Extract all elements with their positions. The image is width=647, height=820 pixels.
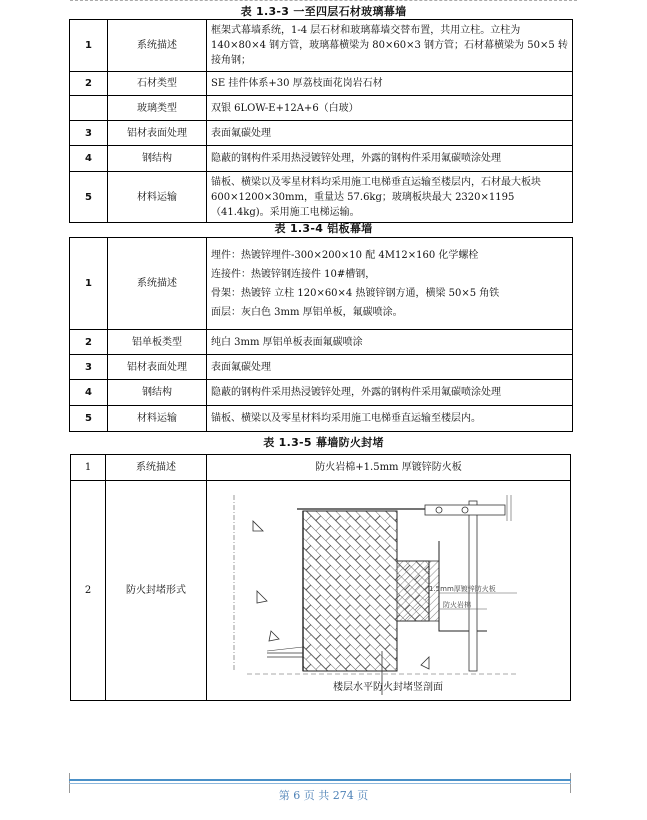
table-row (70, 380, 573, 406)
row-number: 2 (71, 481, 106, 701)
description-line: 骨架：热镀锌 立柱 120×60×4 热镀锌钢方通，横梁 50×5 角铁 (211, 287, 500, 299)
fire-seal-section-drawing (207, 481, 569, 695)
label-galvanized-board: 1.5mm厚镀锌防火板 (429, 585, 496, 593)
row-label: 铝材表面处理 (108, 121, 207, 146)
page-top-edge (70, 0, 577, 2)
row-value: 锚板、横梁以及零星材料均采用施工电梯垂直运输至楼层内，石材最大板块 600×1200×30mm，重量达 57.6kg；玻璃板块最大 2320×1195（41.4kg)。采用施工电梯运输。 (207, 172, 573, 223)
row-value: 隐蔽的钢构件采用热浸镀锌处理，外露的钢构件采用氟碳喷涂处理 (207, 380, 573, 406)
row-number: 4 (70, 146, 108, 172)
table-row (71, 455, 571, 481)
row-value: 防火岩棉+1.5mm 厚镀锌防火板 (207, 455, 571, 481)
table-1-3-3 (69, 19, 573, 223)
row-value (207, 238, 573, 330)
row-value: 锚板、横梁以及零星材料均采用施工电梯垂直运输至楼层内。 (207, 406, 573, 432)
row-label: 铝单板类型 (108, 330, 207, 355)
row-label: 系统描述 (106, 455, 207, 481)
row-label: 玻璃类型 (108, 96, 207, 121)
table-1-3-4-caption: 表 1.3-4 铝板幕墙 (274, 222, 373, 235)
row-label: 钢结构 (108, 380, 207, 406)
row-number: 3 (70, 121, 108, 146)
row-label: 钢结构 (108, 146, 207, 172)
row-number: 5 (70, 406, 108, 432)
table-1-3-4 (69, 237, 573, 432)
row-number: 1 (71, 455, 106, 481)
row-value: 纯白 3mm 厚铝单板表面氟碳喷涂 (207, 330, 573, 355)
diagram-title: 楼层水平防火封堵竖剖面 (333, 682, 443, 693)
table-row (70, 96, 573, 121)
row-label: 材料运输 (108, 406, 207, 432)
row-number: 3 (70, 355, 108, 380)
table-row (70, 406, 573, 432)
description-line: 面层：灰白色 3mm 厚铝单板，氟碳喷涂。 (211, 306, 403, 318)
row-number (70, 96, 108, 121)
table-row (71, 481, 571, 701)
table-row (70, 72, 573, 96)
row-value: 表面氟碳处理 (207, 121, 573, 146)
table-row (70, 172, 573, 223)
table-row (70, 355, 573, 380)
table-row (70, 146, 573, 172)
table-1-3-3-caption: 表 1.3-3 一至四层石材玻璃幕墙 (240, 5, 407, 18)
row-number: 4 (70, 380, 108, 406)
row-number: 1 (70, 20, 108, 72)
row-value: 表面氟碳处理 (207, 355, 573, 380)
row-label: 铝材表面处理 (108, 355, 207, 380)
footer-rule-thin (69, 783, 571, 784)
row-value: 框架式幕墙系统，1-4 层石材和玻璃幕墙交替布置，共用立柱。立柱为 140×80×4 钢方管，玻璃幕横梁为 80×60×3 钢方管；石材幕横梁为 50×5 转接角钢； (207, 20, 573, 72)
footer-rule (69, 779, 571, 781)
table-row (70, 121, 573, 146)
table-1-3-5 (70, 454, 571, 701)
table-row (70, 330, 573, 355)
row-number: 5 (70, 172, 108, 223)
row-number: 2 (70, 72, 108, 96)
row-number: 2 (70, 330, 108, 355)
row-label: 系统描述 (108, 238, 207, 330)
row-label: 石材类型 (108, 72, 207, 96)
row-value: SE 挂件体系+30 厚荔枝面花岗岩石材 (207, 72, 573, 96)
fire-seal-diagram-cell (207, 481, 571, 701)
table-row (70, 20, 573, 72)
label-rock-wool: 防火岩棉 (443, 601, 471, 609)
row-value: 双银 6LOW-E+12A+6（白玻） (207, 96, 573, 121)
row-number: 1 (70, 238, 108, 330)
description-line: 连接件：热镀锌钢连接件 10#槽钢， (211, 268, 376, 280)
row-label: 防火封堵形式 (106, 481, 207, 701)
row-label: 系统描述 (108, 20, 207, 72)
table-row (70, 238, 573, 330)
page-number: 第 6 页 共 274 页 (278, 789, 369, 802)
table-1-3-5-caption: 表 1.3-5 幕墙防火封堵 (263, 436, 384, 449)
description-line: 埋件：热镀锌埋件-300×200×10 配 4M12×160 化学螺栓 (211, 249, 479, 261)
row-label: 材料运输 (108, 172, 207, 223)
row-value: 隐蔽的钢构件采用热浸镀锌处理，外露的钢构件采用氟碳喷涂处理 (207, 146, 573, 172)
